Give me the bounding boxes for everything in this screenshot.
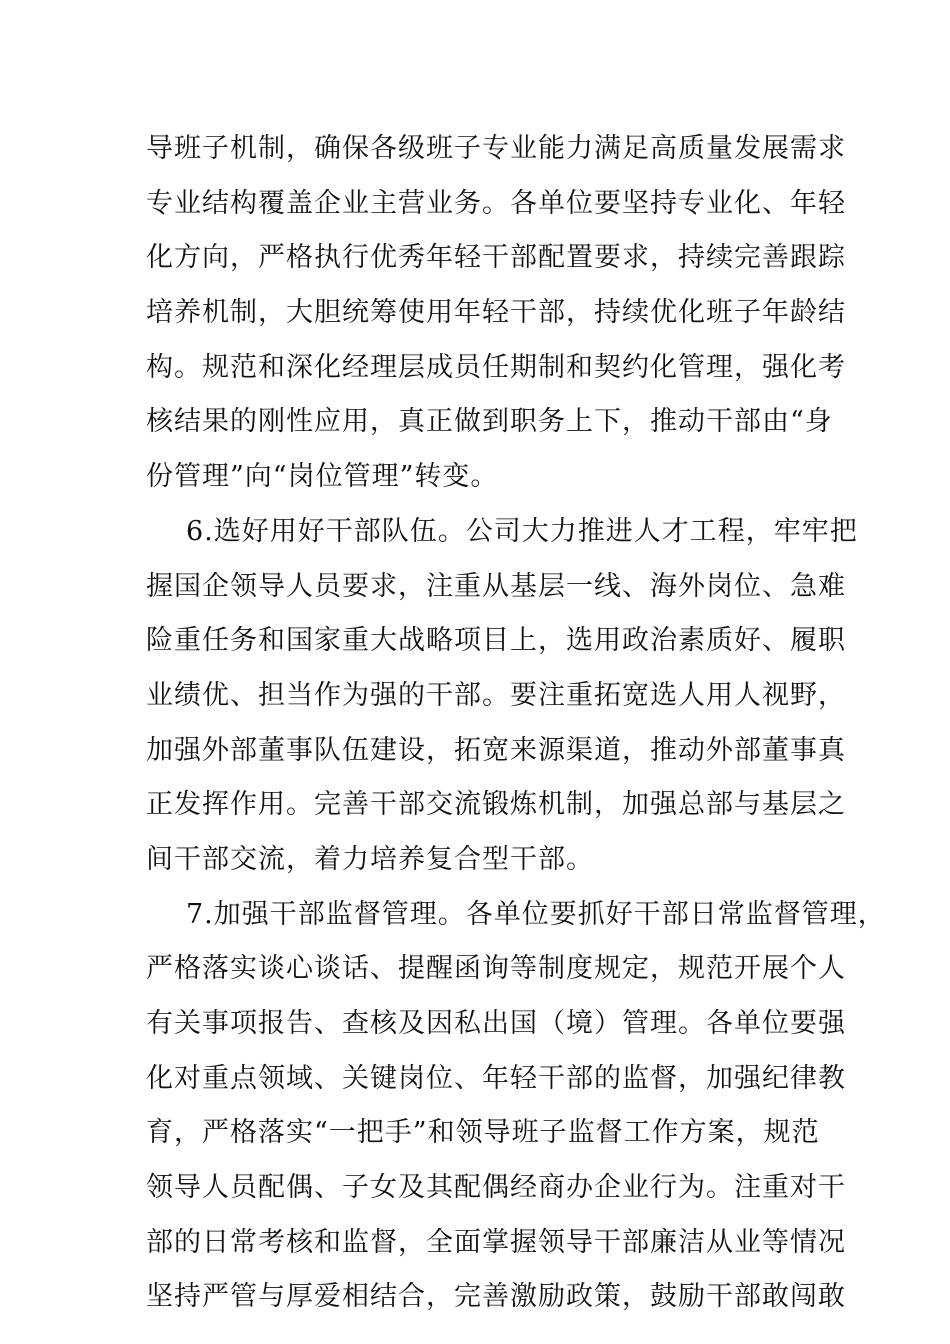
document-body bbox=[146, 122, 886, 1325]
text-line: 核结果的刚性应用，真正做到职务上下，推动干部由“身 bbox=[146, 406, 833, 438]
text-line: 育，严格落实“一把手”和领导班子监督工作方案，规范 bbox=[146, 1117, 820, 1149]
text-line: 加强外部董事队伍建设，拓宽来源渠道，推动外部董事真 bbox=[146, 734, 846, 766]
text-line: 领导人员配偶、子女及其配偶经商办企业行为。注重对干 bbox=[146, 1172, 846, 1204]
text-line: 部的日常考核和监督，全面掌握领导干部廉洁从业等情况 bbox=[146, 1226, 846, 1258]
text-line: 间干部交流，着力培养复合型干部。 bbox=[146, 843, 594, 875]
text-line: 握国企领导人员要求，注重从基层一线、海外岗位、急难 bbox=[146, 570, 846, 602]
paragraph-heading-line: 7.加强干部监督管理。各单位要抓好干部日常监督管理， bbox=[186, 898, 886, 930]
text-line: 份管理”向“岗位管理”转变。 bbox=[146, 461, 499, 493]
text-line: 化方向，严格执行优秀年轻干部配置要求，持续完善跟踪 bbox=[146, 242, 846, 274]
text-line: 化对重点领域、关键岗位、年轻干部的监督，加强纪律教 bbox=[146, 1062, 846, 1094]
text-line: 正发挥作用。完善干部交流锻炼机制，加强总部与基层之 bbox=[146, 789, 846, 821]
text-line: 坚持严管与厚爱相结合，完善激励政策，鼓励干部敢闯敢 bbox=[146, 1281, 846, 1313]
text-line: 专业结构覆盖企业主营业务。各单位要坚持专业化、年轻 bbox=[146, 187, 846, 219]
text-line: 培养机制，大胆统筹使用年轻干部，持续优化班子年龄结 bbox=[146, 297, 846, 329]
text-line: 导班子机制，确保各级班子专业能力满足高质量发展需求 bbox=[146, 133, 846, 164]
text-line: 业绩优、担当作为强的干部。要注重拓宽选人用人视野， bbox=[146, 679, 846, 711]
text-line: 有关事项报告、查核及因私出国（境）管理。各单位要强 bbox=[146, 1008, 846, 1039]
text-line: 构。规范和深化经理层成员任期制和契约化管理，强化考 bbox=[146, 351, 846, 383]
text-line: 严格落实谈心谈话、提醒函询等制度规定，规范开展个人 bbox=[146, 953, 846, 985]
paragraph-heading-line: 6.选好用好干部队伍。公司大力推进人才工程，牢牢把 bbox=[186, 515, 858, 547]
text-line: 险重任务和国家重大战略项目上，选用政治素质好、履职 bbox=[146, 625, 846, 657]
